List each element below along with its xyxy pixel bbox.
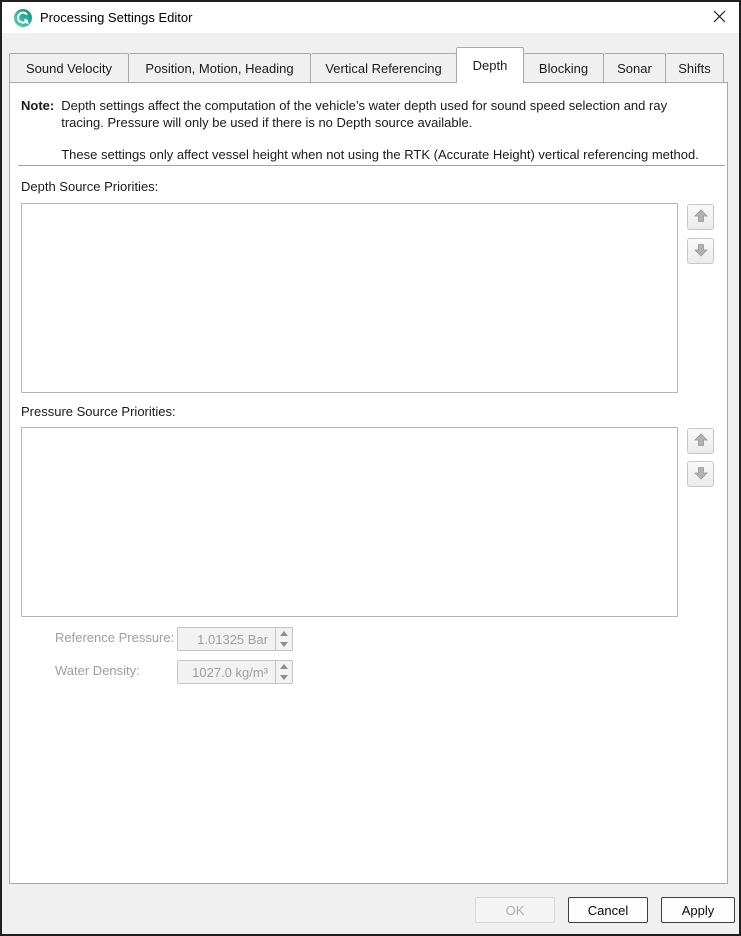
- spin-up-button[interactable]: [276, 628, 292, 639]
- app-logo-icon: [14, 9, 32, 27]
- spin-up-button[interactable]: [276, 661, 292, 672]
- pressure-priorities-reorder-controls: [687, 428, 714, 487]
- depth-tab-panel: [9, 82, 728, 884]
- depth-move-up-button[interactable]: [687, 204, 714, 230]
- triangle-down-icon: [280, 675, 288, 680]
- ok-button[interactable]: OK: [475, 897, 555, 923]
- water-density-value: 1027.0 kg/m³: [192, 664, 268, 680]
- reference-pressure-label: Reference Pressure:: [55, 630, 175, 645]
- tab-shifts[interactable]: [666, 53, 724, 83]
- arrow-down-icon: [693, 242, 709, 261]
- note-divider: [18, 165, 725, 166]
- triangle-down-icon: [280, 642, 288, 647]
- note-label: Note:: [21, 98, 55, 113]
- reference-pressure-spinner: [275, 628, 292, 650]
- titlebar: [2, 2, 739, 33]
- spin-down-button[interactable]: [276, 672, 292, 683]
- tab-blocking[interactable]: [524, 53, 604, 83]
- pressure-priorities-list[interactable]: [21, 427, 678, 617]
- close-button[interactable]: [707, 7, 731, 29]
- apply-button[interactable]: Apply: [661, 897, 735, 923]
- triangle-up-icon: [280, 664, 288, 669]
- tab-label: Blocking: [538, 60, 589, 76]
- depth-priorities-list[interactable]: [21, 203, 678, 393]
- spin-down-button[interactable]: [276, 639, 292, 650]
- note-paragraph-2: These settings only affect vessel height when not using the RTK (Accurate Height) vertical referencing method.: [61, 147, 699, 162]
- note-paragraph-1: Depth settings affect the computation of the vehicle’s water depth used for sound speed selection and ray tracing. Pressure will only be used if there is no Depth source available.: [61, 98, 668, 130]
- tab-sound-velocity[interactable]: [9, 53, 129, 83]
- tab-depth[interactable]: [456, 47, 524, 83]
- tab-label: Shifts: [678, 60, 711, 76]
- close-icon: [713, 10, 726, 26]
- depth-priorities-reorder-controls: [687, 204, 714, 264]
- pressure-priorities-label: Pressure Source Priorities:: [21, 404, 176, 419]
- depth-priorities-label: Depth Source Priorities:: [21, 179, 159, 194]
- dialog-button-row: [475, 897, 735, 923]
- pressure-move-down-button[interactable]: [687, 461, 714, 487]
- window-title: Processing Settings Editor: [40, 10, 193, 25]
- tab-label: Sonar: [617, 60, 652, 76]
- arrow-up-icon: [693, 208, 709, 227]
- arrow-up-icon: [693, 432, 709, 451]
- tab-label: Vertical Referencing: [325, 60, 442, 76]
- reference-pressure-value: 1.01325 Bar: [197, 631, 268, 647]
- water-density-spinner: [275, 661, 292, 683]
- tab-label: Sound Velocity: [25, 60, 112, 76]
- reference-pressure-spinbox[interactable]: [177, 627, 293, 651]
- tab-bar: [9, 47, 724, 83]
- pressure-move-up-button[interactable]: [687, 428, 714, 454]
- water-density-label: Water Density:: [55, 663, 140, 678]
- tab-position-motion-heading[interactable]: [129, 53, 311, 83]
- water-density-spinbox[interactable]: [177, 660, 293, 684]
- arrow-down-icon: [693, 465, 709, 484]
- tab-vertical-referencing[interactable]: [311, 53, 457, 83]
- tab-label: Depth: [472, 58, 508, 73]
- tab-label: Position, Motion, Heading: [145, 60, 294, 76]
- cancel-button[interactable]: Cancel: [568, 897, 648, 923]
- triangle-up-icon: [280, 631, 288, 636]
- tab-sonar[interactable]: [604, 53, 666, 83]
- depth-move-down-button[interactable]: [687, 238, 714, 264]
